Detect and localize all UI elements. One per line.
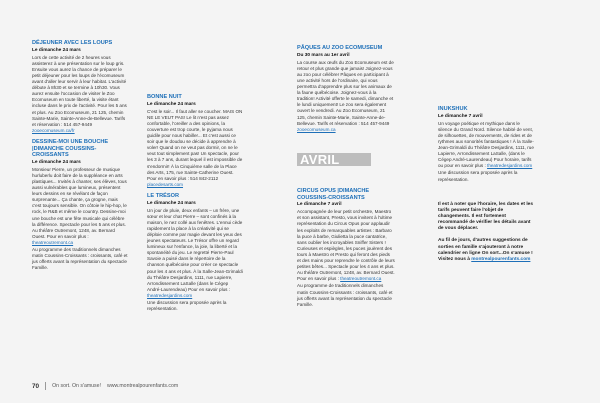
event-title: CIRCUS OPUS |DIMANCHE COUSSINS-CROISSANTS: [297, 188, 370, 201]
event-date: Le dimanche 7 avril: [438, 113, 483, 119]
event-link[interactable]: theatreoutremont.ca: [32, 239, 74, 245]
event-link[interactable]: zooecomuseum.ca: [297, 126, 336, 132]
note-link[interactable]: montrealpourenfants.com: [471, 256, 531, 262]
page-footer: [32, 382, 178, 390]
column-4: [438, 106, 534, 188]
event-dessine-moi: [32, 139, 128, 271]
column-1: [32, 40, 128, 276]
section-name: On sort. On s'amuse!: [52, 383, 101, 389]
site-url[interactable]: www.montrealpourenfants.com: [106, 383, 179, 389]
event-title: PÂQUES AU ZOO ECOMUSEUM: [297, 45, 383, 51]
event-date: Le dimanche 24 mars: [32, 47, 81, 53]
event-inukshuk: [438, 106, 534, 183]
event-date: Le dimanche 24 mars: [147, 200, 196, 206]
event-bonne-nuit: [147, 94, 243, 188]
event-link[interactable]: zooecomuseum.ca/fr: [32, 127, 75, 133]
event-title: LE TRÉSOR: [147, 192, 180, 199]
event-date: Du 30 mars au 1er avril: [297, 52, 350, 58]
column-3-lower: [297, 188, 395, 313]
event-body: C'est le soir... Il faut aller se coucher. MAIS ON NE LE VEUT PAS! Le lit n'est pas assez confortable, l'oreiller a des opinions, la couverture est trop courte, le pyjama nous guidile pour nous habiller... Et c'est aussi ce soir que le doudou se décide à apprendre à voler! Quand on ne veut pas dormir, on ne le veut tout simplement pas! Un spectacle, pour les 3 à 7 ans, durant lequel il est impossible de s'endormir! À la Cinquième salle de la Place des Arts, 175, rue Sainte-Catherine Ouest. Pour en savoir plus : 514 842-2112 placedesarts.com: [147, 108, 243, 187]
note-changes: Il est à noter que l'horaire, les dates et les tarifs peuvent faire l'objet de changements. Il est fortement recommandé de vérifier les détails avant de vous déplacer.: [438, 202, 533, 232]
event-body: Un jour de pluie, deux enfants – un frère, une sœur et leur chat Pierre – sont confinés à la maison, le nez collé aux fenêtres. L'ennui cède rapidement la place à la créativité qui se déploie comme par magie devant les yeux des jeunes spectateurs. Le Trésor offre un regard lumineux sur l'enfance, la joie, la liberté et la spontanéité du jeu. Le regretté Pierre-Paul Savoie a puisé dans le répertoire de la chanson québécoise pour créer ce spectacle pour les 4 ans et plus. À la Salle-Jean-Grimaldi du Théâtre Desjardins, 1111, rue Lapierre, Arrondissement LaSalle (dans le Cégep André-Laurendeau) Pour en savoir plus : theatredesjardins.com: [147, 207, 243, 298]
page-number: 70: [32, 382, 40, 390]
event-circus-opus: [297, 188, 395, 308]
event-title: DÉJEUNER AVEC LES LOUPS: [32, 40, 113, 46]
notes-box: [438, 202, 534, 264]
event-link[interactable]: placedesarts.com: [147, 181, 184, 187]
column-3: [297, 45, 395, 138]
event-date: Le dimanche 24 mars: [32, 159, 81, 165]
event-body-extra: Au programme de traditionnels dimanches matin Coussins-Croissants : croissants, café et jus offerts avant la représentation du spectacle Famille.: [297, 283, 393, 307]
event-date: Le dimanche 24 mars: [147, 101, 196, 107]
event-le-tresor: [147, 193, 243, 312]
event-body: Accompagnée de leur petit orchestre, Maestro et son assistant, Presto, vous invitent à l'ultime représentation du Circus Opus pour applaudir les exploits de remarquables artistes : Barbaro la puce à barbe, Giulietta la puce cantatrice, sans oublier les incroyables Sniffer Sisters ! Curieuses et espiègles, les puces jouèrent des tours à Maestro et Presto qui feront des pieds et des mains pour reprendre le contrôle de leurs petites bêtes... Spectacle pour les 4 ans et plus. Au théâtre Outremont, 1248, av. Bernard Ouest. Pour en savoir plus : theatreoutremont.ca: [297, 209, 395, 282]
event-title: BONNE NUIT: [147, 94, 182, 100]
event-body: La course aux œufs du Zoo Ecomuseum est de retour et plus grande que jamais! Joignez-vous au zoo pour célébrer Pâques en participant à une activité hors de l'ordinaire, qui vous permettra d'apprendre plus sur les animaux de la faune québécoise. Joignez-vous à la tradition! Activité offerte le samedi, dimanche et le lundi uniquement! Le zoo sera également ouvert le vendredi. Au Zoo Ecomuseum, 21 125, chemin Sainte-Marie, Sainte-Anne-de-Bellevue. Tarifs et réservation : 514 457-9449 zooecomuseum.ca: [297, 59, 394, 132]
event-link[interactable]: theatredesjardins.com: [487, 163, 533, 169]
event-body: Lors de cette activité de 2 heures vous assisterez à une présentation sur le loup gris. Ensuite vous aurez la chance de préparer le petit déjeuner pour les loups de l'écomuseum avant d'aller leur servir à leur habitat. L'activité débute à 8h30 et se termine à 10h30. Vous aurez ensuite l'occasion de visiter le Zoo Ecomuseum en toute liberté, la visite étant incluse dans le prix de l'activité. Pour les 5 ans et plus. Au Zoo Ecomuseum, 21 125, chemin Sainte-Marie, Sainte-Anne-de-Bellevue. Tarifs et réservation : 514 457-9449 zooecomuseum.ca/fr: [32, 54, 127, 133]
note-online-calendar: Au fil de jours, d'autres suggestions de sorties en famille s'ajouteront à notre calendrier en ligne On sort...On s'amuse ! Visitez nous à montrealpourenfants.com: [438, 238, 533, 262]
event-body-extra: Au programme des traditionnels dimanches matin Coussins-Croissants : croissants, café et jus offerts avant la représentation du spectacle Famille.: [32, 247, 128, 271]
event-body: Un voyage poétique et mythique dans le silence du Grand Nord. Silence habité de vent, de silhouettes, de mouvements, de rides et de rythmes aux sonorités fantastiques ! À la Salle-Jean-Grimaldi du Théâtre Desjardins, 1111, rue Lapierre, Arrondissement LaSalle, (dans le Cégep André-Laurendeau) Pour horaire, tarifs ou pour en savoir plus : theatredesjardins.com: [438, 120, 534, 169]
event-link[interactable]: theatreoutremont.ca: [340, 276, 382, 282]
column-2: [147, 94, 243, 317]
event-paques-zoo: [297, 45, 395, 133]
event-title: INUKSHUK: [438, 106, 468, 112]
event-date: Le dimanche 7 avril: [297, 202, 342, 208]
footer-divider: [45, 382, 46, 390]
event-link[interactable]: theatredesjardins.com: [147, 292, 193, 298]
event-body: Monsieur Pierre, un professeur de musique hurluberlu doit faire de la suppléance en arts plastiques... Invités à chanter, ses élèves, tous aussi vulnérables que lumineux, présentent leurs dessins en se révélant de façon surprenante... Ça chante, ça grogne, mais c'est toujours sensible. On côtoie le hip-hop, le rock, le R&B et même le country. Dessine-moi une bouche est une fête musicale qui célèbre la différence. Spectacle pour les 5 ans et plus. Au théâtre Outremont, 1248, av. Bernard Ouest. Pour en savoir plus : theatreoutremont.ca: [32, 166, 127, 245]
month-banner: AVRIL: [297, 153, 371, 166]
event-body-extra: Une discussion sera proposée après la représentation.: [147, 300, 227, 312]
event-body-extra: Une discussion sera proposée après la représentation.: [438, 170, 518, 182]
event-dejeuner-loups: [32, 40, 128, 134]
event-title: DESSINE-MOI UNE BOUCHE |DIMANCHE COUSSINS-CROISSANTS: [32, 138, 109, 159]
